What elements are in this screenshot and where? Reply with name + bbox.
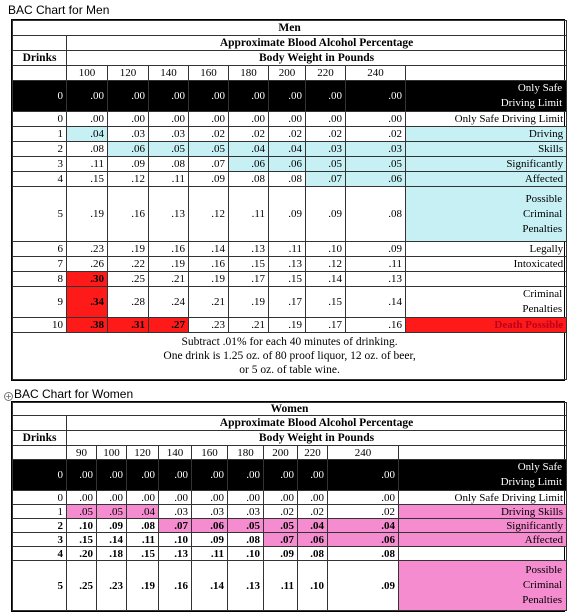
- bac-cell: .13: [346, 272, 406, 287]
- women-weight-col: 100: [97, 446, 127, 460]
- bac-cell: .22: [108, 257, 149, 272]
- bac-cell: .12: [189, 187, 229, 242]
- women-row-0-safe: [13, 460, 567, 491]
- bac-cell: .00: [346, 81, 406, 112]
- men-row-4: [13, 172, 567, 187]
- bac-cell: .15: [306, 287, 346, 318]
- bac-cell: .15: [127, 547, 159, 561]
- bac-cell: .09: [269, 187, 306, 242]
- men-weight-col: 200: [269, 66, 306, 81]
- women-row-5: [13, 561, 567, 611]
- bac-cell: .00: [328, 460, 399, 491]
- label-only-safe: [406, 81, 567, 112]
- bac-cell: .00: [108, 81, 149, 112]
- bac-cell: .14: [192, 561, 228, 611]
- men-weight-col: 120: [108, 66, 149, 81]
- bac-cell: .11: [192, 547, 228, 561]
- bac-cell: .05: [264, 519, 298, 533]
- bac-cell: .00: [159, 491, 192, 505]
- bac-cell: .23: [67, 242, 108, 257]
- bac-cell: .00: [67, 460, 97, 491]
- women-weight-header: Body Weight in Pounds: [67, 431, 567, 446]
- drinks-cell: 2: [13, 142, 67, 157]
- bac-cell: .04: [328, 519, 399, 533]
- bac-cell: .00: [264, 460, 298, 491]
- bac-cell: .14: [97, 533, 127, 547]
- bac-cell: .13: [159, 547, 192, 561]
- label-line: Only Safe: [517, 82, 563, 94]
- men-notes: [13, 333, 567, 380]
- bac-cell: .13: [269, 257, 306, 272]
- men-table-subtitle: Approximate Blood Alcohol Percentage: [67, 36, 567, 51]
- men-row-9: [13, 287, 567, 318]
- bac-cell: .10: [228, 547, 264, 561]
- drinks-cell: 8: [13, 272, 67, 287]
- label-line: Criminal: [523, 288, 563, 300]
- bac-cell: .00: [192, 460, 228, 491]
- bac-cell: .17: [269, 287, 306, 318]
- men-row-2: [13, 142, 567, 157]
- bac-cell: .16: [149, 242, 189, 257]
- bac-cell: .11: [67, 157, 108, 172]
- bac-cell: .11: [127, 533, 159, 547]
- bac-cell: .30: [67, 272, 108, 287]
- men-row-3: [13, 157, 567, 172]
- bac-cell: .03: [228, 505, 264, 519]
- women-row-2: [13, 519, 567, 533]
- drinks-cell: 0: [13, 491, 67, 505]
- bac-cell: .05: [228, 519, 264, 533]
- men-weight-col: 160: [189, 66, 229, 81]
- bac-cell: .14: [306, 272, 346, 287]
- label-significantly: Significantly: [399, 519, 567, 533]
- bac-cell: .23: [189, 318, 229, 333]
- table-move-handle-icon[interactable]: +: [5, 392, 12, 401]
- bac-cell: .10: [159, 533, 192, 547]
- drinks-cell: 5: [13, 561, 67, 611]
- men-row-7: [13, 257, 567, 272]
- bac-cell: .00: [346, 112, 406, 127]
- bac-cell: .21: [149, 272, 189, 287]
- drinks-cell: 6: [13, 242, 67, 257]
- bac-cell: .07: [159, 519, 192, 533]
- label-line: Penalties: [522, 303, 563, 315]
- bac-cell: .19: [108, 242, 149, 257]
- bac-cell: .11: [149, 172, 189, 187]
- label-death-possible: Death Possible: [406, 318, 567, 333]
- bac-cell: .02: [298, 505, 328, 519]
- label-driving-skills: Driving Skills: [399, 505, 567, 519]
- bac-cell: .04: [127, 505, 159, 519]
- bac-cell: .15: [229, 257, 269, 272]
- women-drinks-header: Drinks: [13, 431, 67, 446]
- bac-cell: .09: [264, 547, 298, 561]
- women-row-1: [13, 505, 567, 519]
- label-line: Penalties: [522, 222, 563, 235]
- bac-cell: .00: [192, 491, 228, 505]
- bac-cell: .07: [264, 533, 298, 547]
- bac-cell: .08: [127, 519, 159, 533]
- bac-cell: .00: [298, 491, 328, 505]
- bac-cell: .05: [346, 157, 406, 172]
- women-weight-col: 160: [192, 446, 228, 460]
- bac-cell: .00: [228, 460, 264, 491]
- men-row-0: [13, 112, 567, 127]
- bac-cell: .06: [328, 533, 399, 547]
- women-bac-table: [11, 401, 565, 612]
- men-row-0-safe: [13, 81, 567, 112]
- label-possible-criminal-penalties: [406, 187, 567, 242]
- women-row-0: [13, 491, 567, 505]
- label-criminal-penalties: [406, 287, 567, 318]
- women-weight-col: 200: [264, 446, 298, 460]
- bac-cell: .16: [189, 257, 229, 272]
- men-weight-col: 180: [229, 66, 269, 81]
- drinks-cell: 9: [13, 287, 67, 318]
- bac-cell: .16: [159, 561, 192, 611]
- bac-cell: .00: [97, 460, 127, 491]
- women-weight-col: 90: [67, 446, 97, 460]
- bac-cell: .00: [189, 112, 229, 127]
- label-only-safe-plain: Only Safe Driving Limit: [399, 491, 567, 505]
- bac-cell: .00: [269, 81, 306, 112]
- bac-cell: .19: [127, 561, 159, 611]
- bac-cell: .03: [306, 142, 346, 157]
- women-weight-col: 140: [159, 446, 192, 460]
- bac-cell: .09: [192, 533, 228, 547]
- label-affected: Affected: [406, 172, 567, 187]
- label-line: Possible: [525, 564, 563, 576]
- bac-cell: .08: [228, 533, 264, 547]
- label-only-safe: [399, 460, 567, 491]
- bac-cell: .11: [269, 242, 306, 257]
- bac-cell: .16: [108, 187, 149, 242]
- label-line: Penalties: [522, 594, 563, 606]
- bac-cell: .06: [298, 533, 328, 547]
- drinks-cell: 7: [13, 257, 67, 272]
- bac-cell: .09: [97, 519, 127, 533]
- bac-cell: .03: [159, 505, 192, 519]
- bac-cell: .00: [228, 491, 264, 505]
- bac-cell: .00: [306, 81, 346, 112]
- label-line: Criminal: [523, 207, 563, 220]
- bac-cell: .08: [346, 187, 406, 242]
- bac-cell: .25: [67, 561, 97, 611]
- bac-cell: .19: [149, 257, 189, 272]
- drinks-cell: 1: [13, 127, 67, 142]
- bac-cell: .34: [67, 287, 108, 318]
- drinks-cell: 2: [13, 519, 67, 533]
- bac-cell: .00: [97, 491, 127, 505]
- bac-cell: .02: [269, 127, 306, 142]
- note-line: One drink is 1.25 oz. of 80 proof liquor, 12 oz. of beer,: [163, 350, 416, 362]
- men-bac-table: [11, 19, 565, 381]
- bac-cell: .10: [67, 519, 97, 533]
- label-legally: Legally: [406, 242, 567, 257]
- label-possible-criminal-penalties: [399, 561, 567, 611]
- bac-cell: .03: [108, 127, 149, 142]
- bac-cell: .19: [269, 318, 306, 333]
- bac-cell: .02: [229, 127, 269, 142]
- men-row-6: [13, 242, 567, 257]
- bac-cell: .11: [229, 187, 269, 242]
- men-weight-col: 240: [346, 66, 406, 81]
- bac-cell: .28: [108, 287, 149, 318]
- bac-cell: .00: [67, 81, 108, 112]
- bac-cell: .00: [306, 112, 346, 127]
- drinks-cell: 0: [13, 112, 67, 127]
- drinks-cell: 4: [13, 547, 67, 561]
- label-line: Criminal: [522, 579, 563, 591]
- bac-cell: .09: [328, 561, 399, 611]
- bac-cell: .12: [108, 172, 149, 187]
- bac-cell: .03: [346, 142, 406, 157]
- bac-cell: .06: [192, 519, 228, 533]
- bac-cell: .08: [298, 547, 328, 561]
- bac-cell: .13: [149, 187, 189, 242]
- bac-cell: .08: [328, 547, 399, 561]
- label-line: Driving Limit: [500, 476, 563, 488]
- women-table-subtitle: Approximate Blood Alcohol Percentage: [67, 416, 567, 431]
- drinks-cell: 4: [13, 172, 67, 187]
- bac-cell: .10: [306, 242, 346, 257]
- bac-cell: .00: [127, 491, 159, 505]
- note-line: Subtract .01% for each 40 minutes of drinking.: [181, 336, 398, 348]
- bac-cell: .02: [346, 127, 406, 142]
- bac-cell: .00: [149, 81, 189, 112]
- bac-cell: .31: [108, 318, 149, 333]
- bac-cell: .15: [269, 272, 306, 287]
- bac-cell: .11: [264, 561, 298, 611]
- men-weight-col: 140: [149, 66, 189, 81]
- bac-cell: .00: [269, 112, 306, 127]
- bac-cell: .14: [346, 287, 406, 318]
- bac-cell: .00: [298, 460, 328, 491]
- label-skills: Skills: [406, 142, 567, 157]
- bac-cell: .16: [346, 318, 406, 333]
- men-drinks-header: Drinks: [13, 51, 67, 66]
- women-row-3: [13, 533, 567, 547]
- bac-cell: .24: [149, 287, 189, 318]
- bac-cell: .14: [189, 242, 229, 257]
- women-weight-col: 120: [127, 446, 159, 460]
- bac-cell: .02: [264, 505, 298, 519]
- bac-cell: .00: [229, 81, 269, 112]
- bac-cell: .26: [67, 257, 108, 272]
- men-weight-header: Body Weight in Pounds: [67, 51, 567, 66]
- drinks-cell: 5: [13, 187, 67, 242]
- label-intoxicated: Intoxicated: [406, 257, 567, 272]
- bac-cell: .04: [229, 142, 269, 157]
- bac-cell: .07: [306, 172, 346, 187]
- label-only-safe-plain: Only Safe Driving Limit: [406, 112, 567, 127]
- bac-cell: .27: [149, 318, 189, 333]
- men-chart-heading: BAC Chart for Men: [8, 3, 110, 17]
- bac-cell: .10: [298, 561, 328, 611]
- women-weight-col: 180: [228, 446, 264, 460]
- women-weight-col: 240: [328, 446, 399, 460]
- bac-cell: .06: [346, 172, 406, 187]
- bac-cell: .11: [346, 257, 406, 272]
- bac-cell: .08: [67, 142, 108, 157]
- bac-cell: .03: [149, 127, 189, 142]
- bac-cell: .09: [189, 172, 229, 187]
- label-line: Only Safe: [517, 461, 563, 473]
- bac-cell: .19: [189, 272, 229, 287]
- men-table-title: Men: [13, 21, 567, 36]
- bac-cell: .06: [269, 157, 306, 172]
- men-row-8: [13, 272, 567, 287]
- bac-cell: .15: [67, 533, 97, 547]
- bac-cell: .19: [67, 187, 108, 242]
- bac-cell: .05: [149, 142, 189, 157]
- men-weight-col: 220: [306, 66, 346, 81]
- bac-cell: .17: [229, 272, 269, 287]
- bac-cell: .08: [229, 172, 269, 187]
- drinks-cell: 3: [13, 533, 67, 547]
- bac-cell: .00: [149, 112, 189, 127]
- bac-cell: .07: [189, 157, 229, 172]
- bac-cell: .00: [189, 81, 229, 112]
- bac-cell: .05: [189, 142, 229, 157]
- bac-cell: .13: [229, 242, 269, 257]
- bac-cell: .02: [189, 127, 229, 142]
- bac-cell: .17: [306, 318, 346, 333]
- bac-cell: .05: [97, 505, 127, 519]
- bac-cell: .18: [97, 547, 127, 561]
- bac-cell: .00: [108, 112, 149, 127]
- bac-cell: .08: [149, 157, 189, 172]
- women-weight-col: 220: [298, 446, 328, 460]
- bac-cell: .00: [229, 112, 269, 127]
- bac-cell: .00: [127, 460, 159, 491]
- label-driving: Driving: [406, 127, 567, 142]
- bac-cell: .04: [67, 127, 108, 142]
- bac-cell: .06: [229, 157, 269, 172]
- bac-cell: .25: [108, 272, 149, 287]
- bac-cell: .23: [97, 561, 127, 611]
- label-line: Possible: [525, 192, 563, 205]
- bac-cell: .00: [159, 460, 192, 491]
- bac-cell: .04: [298, 519, 328, 533]
- bac-cell: .00: [67, 112, 108, 127]
- bac-cell: .05: [306, 157, 346, 172]
- label-line: Driving Limit: [500, 97, 563, 109]
- bac-cell: .03: [192, 505, 228, 519]
- bac-cell: .02: [306, 127, 346, 142]
- drinks-cell: 0: [13, 81, 67, 112]
- bac-cell: .04: [269, 142, 306, 157]
- bac-cell: .21: [189, 287, 229, 318]
- bac-cell: .13: [228, 561, 264, 611]
- bac-cell: .09: [108, 157, 149, 172]
- men-notes-row: [13, 333, 567, 380]
- bac-cell: .21: [229, 318, 269, 333]
- men-weight-col: 100: [67, 66, 108, 81]
- label-significantly: Significantly: [406, 157, 567, 172]
- bac-cell: .15: [67, 172, 108, 187]
- bac-cell: .09: [346, 242, 406, 257]
- men-row-10: [13, 318, 567, 333]
- men-row-1: [13, 127, 567, 142]
- bac-cell: .05: [67, 505, 97, 519]
- bac-cell: .19: [229, 287, 269, 318]
- bac-cell: .06: [108, 142, 149, 157]
- bac-cell: .00: [328, 491, 399, 505]
- bac-cell: .38: [67, 318, 108, 333]
- bac-cell: .20: [67, 547, 97, 561]
- bac-cell: .02: [328, 505, 399, 519]
- bac-cell: .08: [269, 172, 306, 187]
- bac-cell: .09: [306, 187, 346, 242]
- drinks-cell: 0: [13, 460, 67, 491]
- label-affected: Affected: [399, 533, 567, 547]
- bac-cell: .00: [67, 491, 97, 505]
- women-table-title: Women: [13, 403, 567, 416]
- note-line: or 5 oz. of table wine.: [239, 364, 340, 376]
- drinks-cell: 1: [13, 505, 67, 519]
- women-chart-heading: BAC Chart for Women: [14, 387, 134, 401]
- bac-cell: .12: [306, 257, 346, 272]
- women-row-4: [13, 547, 567, 561]
- men-row-5: [13, 187, 567, 242]
- bac-cell: .00: [264, 491, 298, 505]
- drinks-cell: 3: [13, 157, 67, 172]
- drinks-cell: 10: [13, 318, 67, 333]
